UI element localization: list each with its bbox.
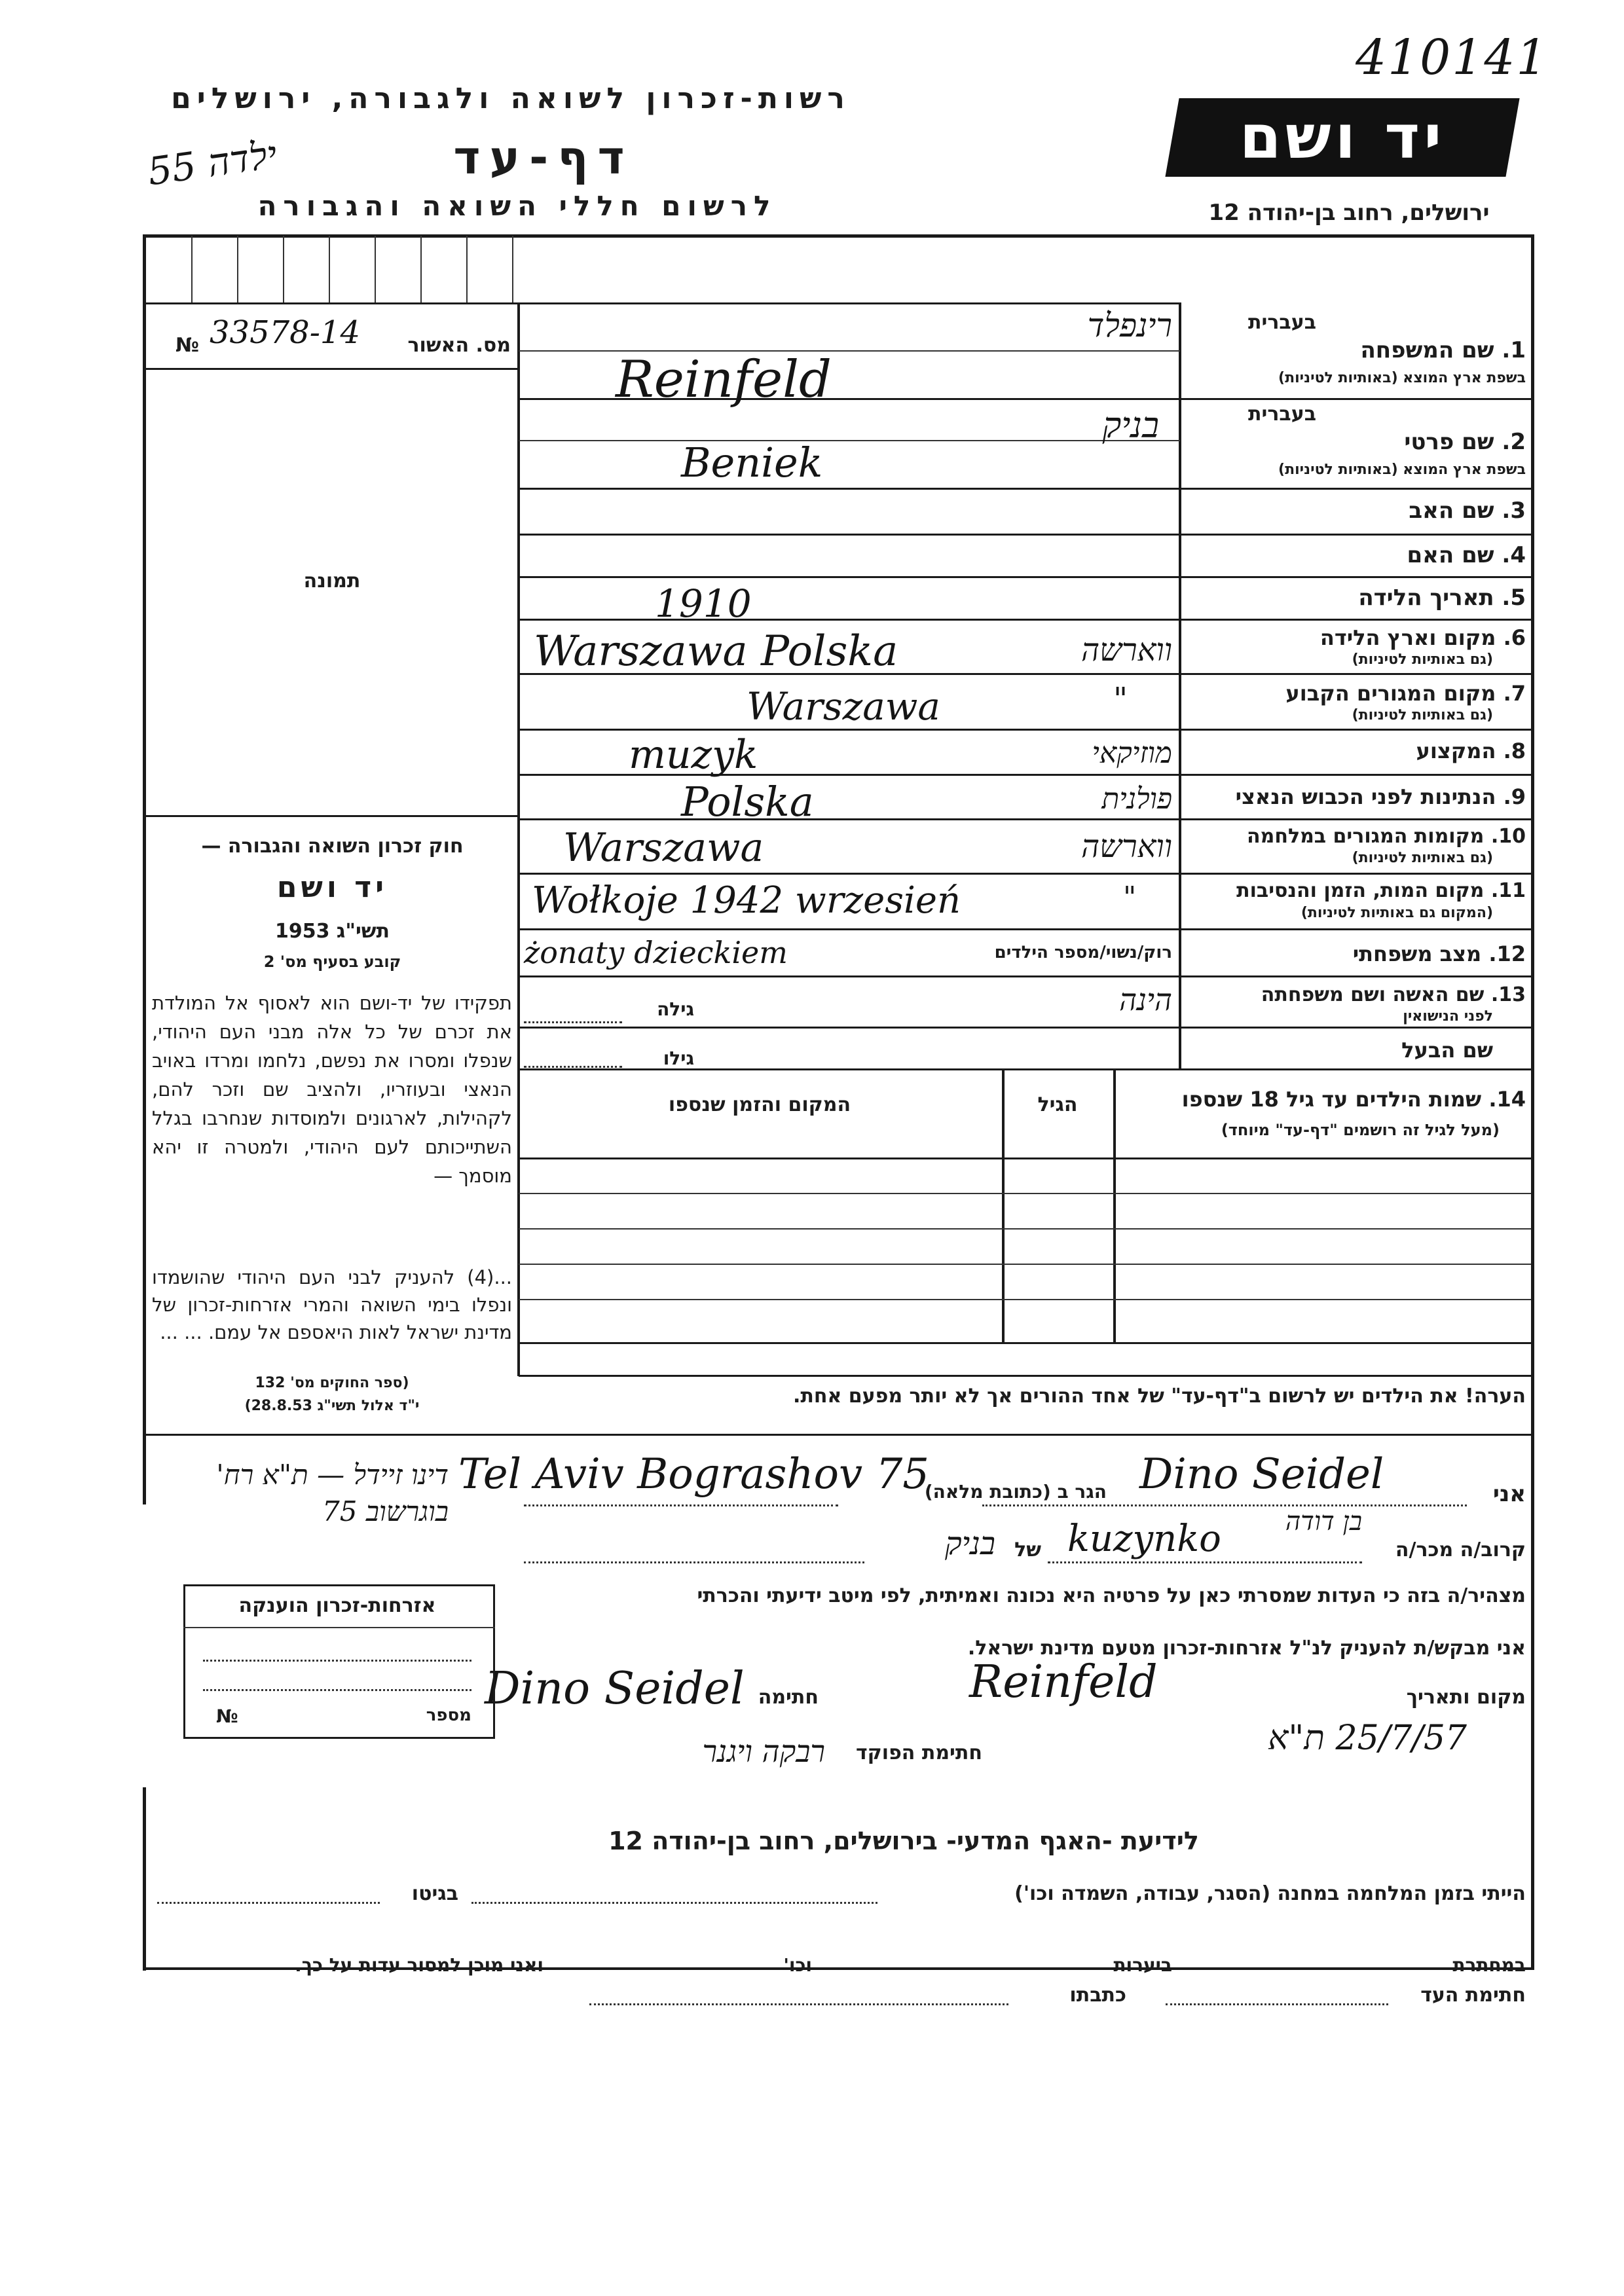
- resides-label: הגר ב (כתובת מלאה): [924, 1481, 1107, 1503]
- husband-age-label: גילו: [663, 1048, 694, 1069]
- law-title: חוק זכרון השואה והגבורה —: [201, 835, 464, 858]
- statement-1: מצהיר/ה בזה כי העדות שמסרתי כאן על פרטיה היא נכונה ואמיתית, לפי מיטב ידיעתי והכרתי: [697, 1584, 1526, 1607]
- marital-status-label: רוק/נשוי/מספר הילדים: [994, 943, 1172, 962]
- field-1-label: 1. שם המשפחה: [1360, 337, 1526, 363]
- law-body: תפקידו של יד-ושם הוא לאסוף אל המולדת את זכרם של כל אלה מבני העם היהודי, שנפלו ומסרו את נפשם, נלחמו ומרדו באויב הנאצי ובעוזריו, ולהציב שם וזכר להם, לקהילות, לארגונים ולמוסדות שנחרבו בגלל השתייכותם לעם היהודי, ולמטרה זו יהא מוסמך —: [152, 992, 512, 1187]
- birth-date: 1910: [655, 581, 752, 626]
- science-line1a: הייתי בזמן המלחמה במחנה (הסגר, עבודה, השמדה וכו'): [1014, 1882, 1526, 1905]
- registration-label: מס. האשור: [407, 334, 511, 357]
- husband-label: שם הבעל: [1401, 1038, 1493, 1063]
- place-date-value: 25/7/57 ת"א: [1268, 1719, 1467, 1758]
- surname-latin: Reinfeld: [616, 350, 832, 409]
- photo-label: תמונה: [303, 570, 361, 592]
- law-year: תשי"ג 1953: [274, 920, 390, 943]
- registration-no-sign: №: [175, 334, 200, 357]
- children-col-place: המקום והזמן שנספו: [668, 1093, 851, 1116]
- death-place-hebrew: ": [1123, 881, 1137, 914]
- citizenship-latin: Polska: [681, 778, 814, 826]
- science-line2c: וכו': [783, 1954, 812, 1976]
- officer-label: חתימת הפוקד: [856, 1741, 982, 1764]
- field-10-label: 10. מקומות המגורים במלחמה: [1247, 825, 1526, 848]
- wartime-residence-hebrew: ווארשה: [1080, 828, 1172, 865]
- field-4-label: 4. שם האם: [1407, 542, 1526, 568]
- science-line3b: כתבתו: [1069, 1984, 1126, 2007]
- statement-2: אני מבקש/ת להעניק לנ"ל אזרחות-זכרון מטעם מדינת ישראל.: [967, 1637, 1526, 1660]
- wife-age-label: גילה: [657, 998, 694, 1020]
- field-2-hint: בעברית: [1248, 403, 1316, 426]
- residence-hebrew: ": [1113, 681, 1128, 718]
- science-title: לידיעת -האגף המדעי- בירושלים, רחוב בן-יהודה 12: [608, 1827, 1199, 1855]
- declaration-ani: אני: [1492, 1481, 1526, 1507]
- first-name-hebrew: בניק: [1102, 405, 1159, 446]
- field-1-hint: בעברית: [1248, 311, 1316, 334]
- field-11-sub: (המקום גם באותיות לטיניות): [1301, 905, 1493, 921]
- field-7-sub: (גם באותיות לטיניות): [1352, 707, 1493, 723]
- marital-status-value: żonaty dzieckiem: [524, 935, 788, 970]
- declarant-address: Tel Aviv Bograshov 75: [458, 1450, 929, 1499]
- law-clause: ...(4) להעניק לבני העם היהודי שהושמדו ונפלו בימי השואה והמרי אזרחות-זכרון של מדינת ישראל לאות היאספם אל עמם. ... ...: [152, 1266, 512, 1343]
- birthplace-latin: Warszawa Polska: [534, 627, 898, 676]
- field-13-sub: לפני הנישואין: [1403, 1008, 1493, 1025]
- citizenship-box-no-sign: №: [216, 1705, 238, 1727]
- field-1-sub: בשפת ארץ המוצא (באותיות לטיניות): [1278, 370, 1526, 386]
- birthplace-hebrew: ווארשה: [1080, 632, 1172, 668]
- field-6-sub: (גם באותיות לטיניות): [1352, 651, 1493, 668]
- declarant-address-hebrew: דינו זיידל — ת"א רח' בוגרשוב 75: [216, 1459, 449, 1527]
- law-section: קובע בסעיף מס' 2: [263, 953, 401, 971]
- relation-label: קרוב/ה מכר/ה: [1395, 1539, 1526, 1561]
- field-10-sub: (גם באותיות לטיניות): [1352, 850, 1493, 866]
- wartime-residence-latin: Warszawa: [563, 825, 764, 871]
- page-title: דף-עד: [453, 131, 634, 185]
- law-citation-date: י"ד אלול תשי"ג 28.8.53): [244, 1398, 420, 1414]
- law-citation: (ספר החוקים מס' 132: [255, 1375, 409, 1391]
- declarant-name: Dino Seidel: [1139, 1450, 1384, 1499]
- declarant-signature: Dino Seidel: [485, 1663, 745, 1715]
- children-sub: (מעל לגיל זה רושמים "דף-עד" מיוחד): [1221, 1121, 1500, 1139]
- profession-latin: muzyk: [629, 732, 758, 778]
- science-line1b: בגיטו: [411, 1882, 458, 1905]
- field-2-label: 2. שם פרטי: [1404, 429, 1526, 455]
- field-11-label: 11. מקום המות, הזמן והנסיבות: [1236, 879, 1526, 902]
- field-6-label: 6. מקום וארץ הלידה: [1320, 625, 1526, 650]
- surname-hebrew: רינפלד: [1087, 306, 1172, 344]
- citizenship-box-title: אזרחות-זכרון הוענקה: [238, 1594, 436, 1617]
- field-5-label: 5. תאריך הלידה: [1358, 585, 1526, 611]
- science-line2a: במחתרת: [1452, 1954, 1526, 1976]
- registration-number: 33578-14: [210, 314, 360, 351]
- citizenship-hebrew: פולנית: [1101, 782, 1172, 816]
- children-col-age: הגיל: [1037, 1093, 1078, 1116]
- field-3-label: 3. שם האב: [1409, 498, 1526, 524]
- note-text: הערה! את הילדים יש לרשום ב"דף-עד" של אחד ההורים אך לא יותר מפעם אחת.: [792, 1385, 1526, 1408]
- field-9-label: 9. הנתינות לפני הכבוש הנאצי: [1235, 784, 1526, 809]
- relation-value: kuzynko: [1067, 1518, 1221, 1560]
- margin-note: ילדה 55: [145, 132, 280, 194]
- law-name: יד ושם: [276, 871, 388, 904]
- authority-line: רשות-זכרון לשואה ולגבורה, ירושלים: [171, 82, 851, 115]
- science-line2d: ואני מוכן למסור עדות על כך.: [295, 1954, 544, 1976]
- address: ירושלים, רחוב בן-יהודה 12: [1208, 200, 1490, 226]
- surname-handwritten: Reinfeld: [969, 1656, 1158, 1708]
- children-label: 14. שמות הילדים עד גיל 18 שנספו: [1181, 1087, 1526, 1112]
- of-label: של: [1014, 1539, 1041, 1561]
- citizenship-box-number-label: מספר: [426, 1705, 471, 1725]
- profession-hebrew: מוזיקאי: [1092, 737, 1172, 770]
- field-7-label: 7. מקום המגורים הקבוע: [1285, 681, 1526, 706]
- science-line3a: חתימת העד: [1420, 1984, 1526, 2007]
- signature-label: חתימה: [758, 1686, 819, 1709]
- field-8-label: 8. המקצוע: [1416, 738, 1526, 763]
- relation-hebrew: בן דודה: [1285, 1506, 1362, 1537]
- field-2-sub: בשפת ארץ המוצא (באותיות לטיניות): [1278, 462, 1526, 478]
- place-date-label: מקום ותאריך: [1406, 1686, 1526, 1709]
- page-subtitle: לרשום חללי השואה והגבורה: [257, 190, 777, 222]
- of-value: בניק: [944, 1525, 995, 1562]
- officer-signature: רבקה ויגנר: [702, 1734, 825, 1769]
- first-name-latin: Beniek: [681, 439, 823, 486]
- logo-text: יד ושם: [1239, 102, 1446, 172]
- wife-name-value: הינה: [1119, 982, 1172, 1017]
- science-line2b: ביערות: [1113, 1954, 1172, 1976]
- field-13-label: 13. שם האשה ושם משפחתה: [1261, 983, 1526, 1006]
- archive-number: 410141: [1356, 29, 1549, 86]
- field-12-label: 12. מצב משפחתי: [1352, 941, 1526, 966]
- residence-latin: Warszawa: [747, 684, 941, 729]
- death-place-latin: Wołkoje 1942 wrzesień: [532, 879, 961, 922]
